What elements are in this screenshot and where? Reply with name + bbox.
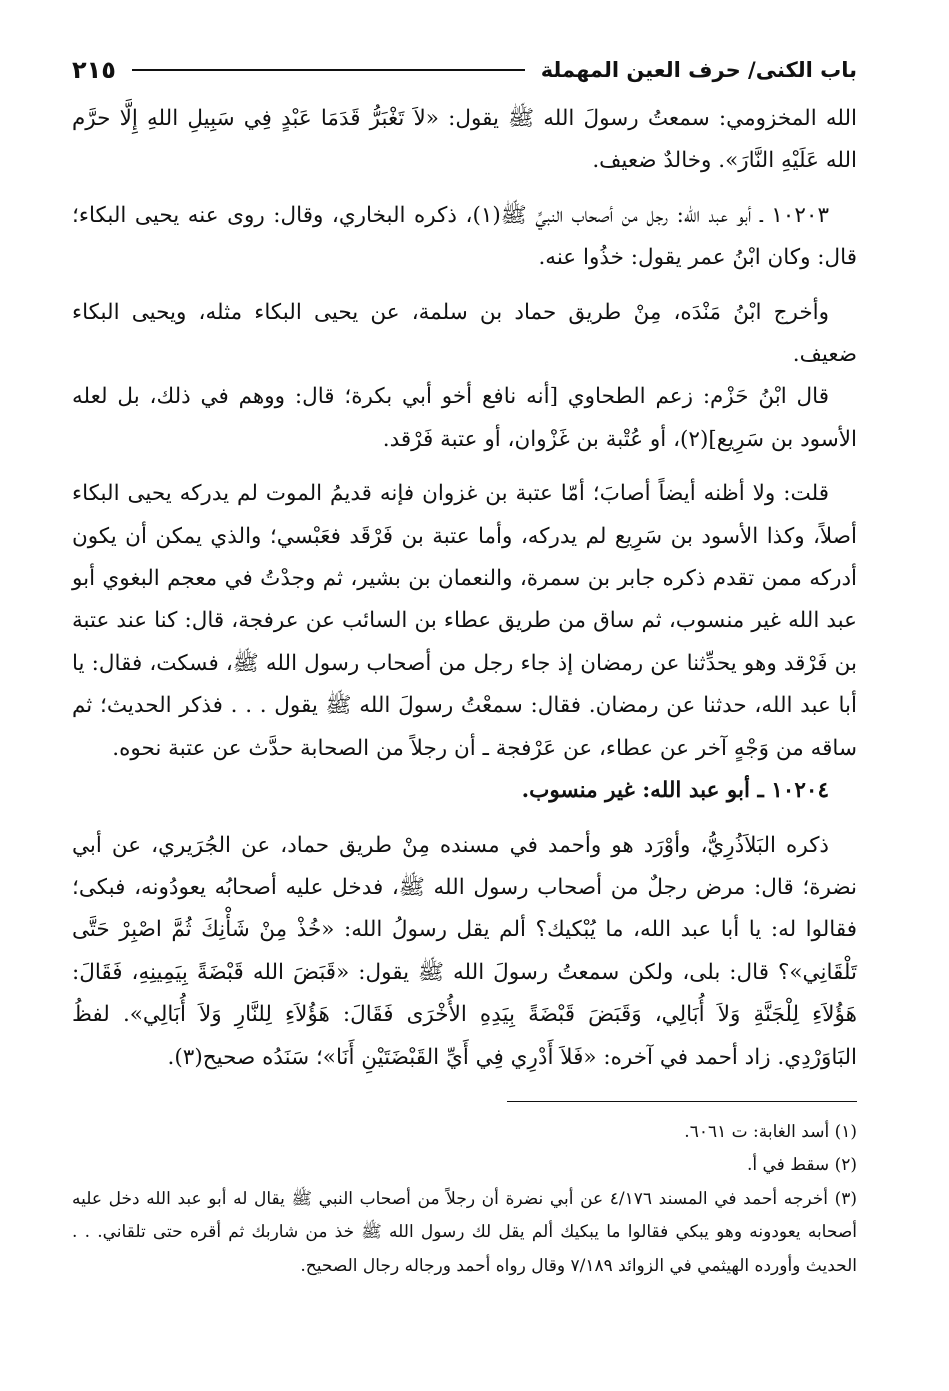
paragraph-continuation: الله المخزومي: سمعتُ رسولَ الله ﷺ يقول: «لاَ تَغْبَرُّ قَدَمَا عَبْدٍ فِي سَبِيلِ اللهِ إِلَّا حرَّم الله عَلَيْهِ النَّارَ». وخالدٌ ضعيف. [72, 106, 857, 174]
main-text [72, 98, 857, 1079]
paragraph-ibn-mandah: وأخرج ابْنُ مَنْدَه، مِنْ طريق حماد بن سلمة، عن يحيى البكاء مثله، ويحيى البكاء ضعيف. [72, 299, 857, 368]
footnote-1: (١) أسد الغابة: ت ٦٠٦١. [684, 1121, 857, 1142]
footnotes [72, 1116, 857, 1284]
footnote-2: (٢) سقط في أ. [746, 1155, 857, 1176]
footnote-3: (٣) أخرجه أحمد في المسند ٤/١٧٦ عن أبي نضرة أن رجلاً من أصحاب النبي ﷺ يقال له أبو عبد الله دخل عليه أصحابه يعودونه وهو يبكي فقالوا ما يبكيك ألم يقل لك رسول الله ﷺ خذ من شاربك ثم أقره حتى تلقاني. . . الحديث وأورده الهيثمي في الزوائد ٧/١٨٩ وقال رواه أحمد ورجاله رجال الصحيح. [72, 1188, 857, 1276]
running-title: باب الكنى/ حرف العين المهملة [540, 58, 857, 82]
paragraph-ibn-hazm: قال ابْنُ حَزْم: زعم الطحاوي [أنه نافع أخو أبي بكرة؛ قال: ووهم في ذلك، بل لعله الأسود بن سَرِيع](٢)، أو عُتْبة بن غَزْوان، أو عتبة فَرْقد. [72, 384, 857, 452]
footnote-divider [507, 1101, 857, 1102]
page-number: ٢١٥ [72, 56, 116, 84]
page-header [72, 48, 857, 92]
entry-10203: ١٠٢٠٣ ـ أبو عبد الله: رجل من أصحاب النبيِّ ﷺ(١)، ذكره البخاري، وقال: روى عنه يحيى البكاء؛ قال: وكان ابْنُ عمر يقول: خذُوا عنه. [72, 202, 857, 271]
paragraph-baladhuri: ذكره البَلاَذُرِيُّ، وأوْرَد هو وأحمد في مسنده مِنْ طريق حماد، عن الجُرَيري، عن أبي نضرة؛ قال: مرض رجلٌ من أصحاب رسول الله ﷺ، فدخل عليه أصحابُه يعودُونه، فبكى؛ فقالوا له: يا أبا عبد الله، ما يُبْكيك؟ ألم يقل رسولُ الله: «خُذْ مِنْ شَأْنِكَ ثُمَّ اصْبِرْ حَتَّى تَلْقَانِي»؟ قال: بلى، ولكن سمعتُ رسولَ الله ﷺ يقول: «قَبَضَ الله قَبْضَةً بِيَمِينِهِ، فَقَالَ: هَؤُلاَءِ لِلْجَنَّةِ وَلاَ أُبَالِي، وَقَبَضَ قَبْضَةً بِيَدِهِ الأُخْرَى فَقَالَ: هَؤُلاَءِ لِلنَّارِ وَلاَ أُبَالِي». لفظُ البَاوَرْدِي. زاد أحمد في آخره: «فَلاَ أَدْرِي فِي أَيِّ القَبْضَتَيْنِ أَنَا»؛ سَنَدُه صحيح(٣). [72, 832, 857, 1070]
header-rule [132, 69, 525, 71]
entry-10204: ١٠٢٠٤ ـ أبو عبد الله: غير منسوب. [521, 778, 829, 804]
paragraph-commentary: قلت: ولا أظنه أيضاً أصابَ؛ أمّا عتبة بن غزوان فإنه قديمُ الموت لم يدركه يحيى البكاء أصلاً، وكذا الأسود بن سَرِيع لم يدركه، وأما عتبة بن فَرْقَد فعَبْسي؛ والذي يمكن أن يكون أدركه ممن تقدم ذكره جابر بن سمرة، والنعمان بن بشير، ثم وجدْتُ في معجم البغوي أبو عبد الله غير منسوب، ثم ساق من طريق عطاء بن السائب عن عرفجة، قال: كنا عند عتبة بن فَرْقد وهو يحدِّثنا عن رمضان إذ جاء رجل من أصحاب رسول الله ﷺ، فسكت، فقال: يا أبا عبد الله، حدثنا عن رمضان. فقال: سمعْتُ رسولَ الله ﷺ يقول . . . فذكر الحديث؛ ثم ساقه من وَجْهٍ آخر عن عطاء، عن عَرْفجة ـ أن رجلاً من الصحابة حدَّث عن عتبة نحوه. [72, 481, 857, 761]
